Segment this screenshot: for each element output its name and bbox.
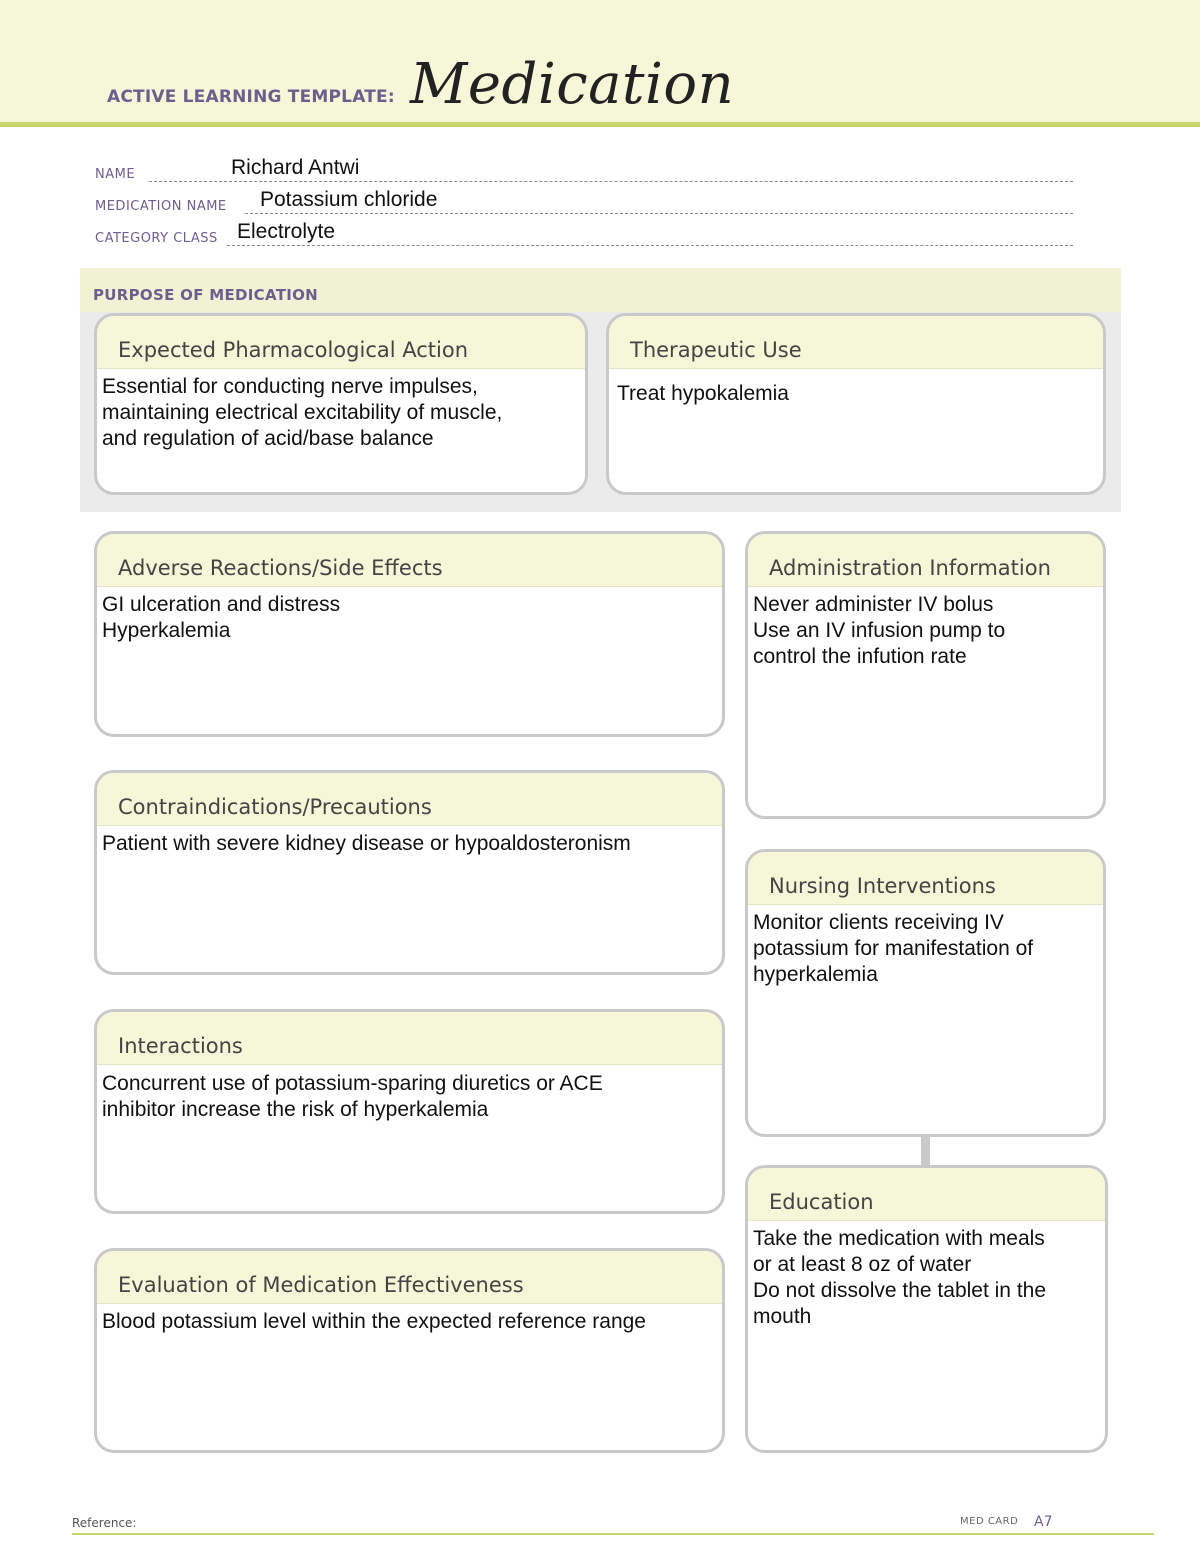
card-header (609, 316, 1103, 369)
card-title: Evaluation of Medication Effectiveness (118, 1273, 524, 1297)
card-body[interactable]: Concurrent use of potassium-sparing diuretics or ACE inhibitor increase the risk of hyperkalemia (102, 1072, 603, 1121)
card-expected-action (94, 313, 588, 495)
card-body[interactable]: Essential for conducting nerve impulses, maintaining electrical excitability of muscle, and regulation of acid/base balance (102, 375, 503, 450)
card-header (748, 534, 1103, 587)
card-body[interactable]: Never administer IV bolus Use an IV infusion pump to control the infution rate (753, 593, 1006, 668)
med-card-code: A7 (1034, 1514, 1053, 1530)
header-rule (0, 122, 1200, 127)
footer-rule (72, 1533, 1154, 1535)
card-body[interactable]: GI ulceration and distress Hyperkalemia (102, 593, 341, 642)
card-header (748, 852, 1103, 905)
card-title: Expected Pharmacological Action (118, 338, 469, 362)
card-header (97, 1012, 722, 1065)
card-body[interactable]: Treat hypokalemia (617, 382, 789, 405)
medication-name-underline (245, 212, 1073, 214)
medication-name-field[interactable] (95, 188, 1073, 216)
card-header (748, 1168, 1105, 1221)
card-body[interactable]: Blood potassium level within the expected reference range (102, 1310, 646, 1333)
name-field[interactable] (95, 156, 1073, 184)
card-therapeutic-use (606, 313, 1106, 495)
template-label: ACTIVE LEARNING TEMPLATE: (107, 87, 395, 107)
card-interactions (94, 1009, 725, 1214)
medication-name-value: Potassium chloride (260, 188, 438, 211)
card-body[interactable]: Monitor clients receiving IV potassium for manifestation of hyperkalemia (753, 911, 1034, 986)
card-evaluation (94, 1248, 725, 1453)
med-card-label: MED CARD (960, 1516, 1019, 1527)
card-title: Contraindications/Precautions (118, 795, 432, 819)
name-value: Richard Antwi (231, 156, 360, 179)
card-nursing-interventions (745, 849, 1106, 1137)
card-header (97, 773, 722, 826)
category-class-field[interactable] (95, 220, 1073, 248)
card-title: Adverse Reactions/Side Effects (118, 556, 443, 580)
name-label: NAME (95, 167, 136, 182)
name-underline (149, 180, 1073, 182)
card-adverse-reactions (94, 531, 725, 737)
card-title: Therapeutic Use (630, 338, 802, 362)
medication-name-label: MEDICATION NAME (95, 199, 227, 214)
card-header (97, 1251, 722, 1304)
card-title: Interactions (118, 1034, 243, 1058)
purpose-title: PURPOSE OF MEDICATION (93, 286, 319, 304)
card-title: Nursing Interventions (769, 874, 996, 898)
card-title: Administration Information (769, 556, 1051, 580)
category-class-value: Electrolyte (237, 220, 336, 243)
card-header (97, 316, 585, 369)
card-header (97, 534, 722, 587)
category-class-underline (227, 244, 1073, 246)
reference-label: Reference: (72, 1516, 137, 1530)
template-title: Medication (410, 52, 735, 117)
card-administration (745, 531, 1106, 819)
card-body[interactable]: Patient with severe kidney disease or hypoaldosteronism (102, 832, 631, 855)
card-body[interactable]: Take the medication with meals or at least 8 oz of water Do not dissolve the tablet in the mouth (753, 1227, 1047, 1328)
card-education (745, 1165, 1108, 1453)
category-class-label: CATEGORY CLASS (95, 231, 218, 246)
card-connector (921, 1135, 930, 1167)
card-title: Education (769, 1190, 874, 1214)
card-contraindications (94, 770, 725, 975)
